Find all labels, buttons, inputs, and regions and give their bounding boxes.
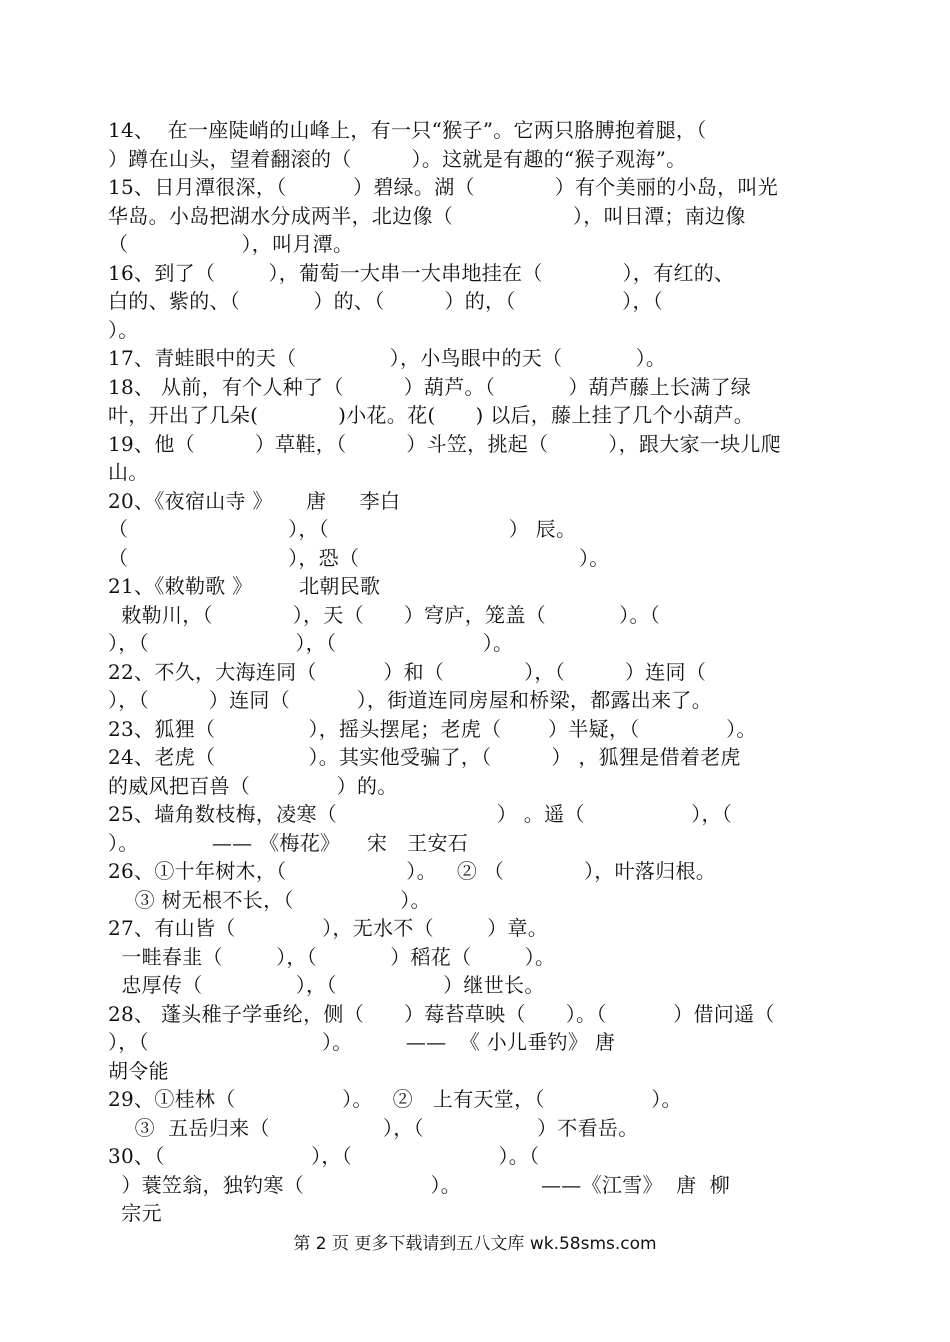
text-line: 18、 从前，有个人种了（ ）葫芦。（ ）葫芦藤上长满了绿: [108, 375, 752, 399]
text-line: 26、①十年树木，（ ）。 ② （ ），叶落归根。: [108, 859, 717, 883]
text-line: ）。 —— 《梅花》 宋 王安石: [108, 831, 469, 855]
page-footer: 第 2 页 更多下载请到五八文库 wk.58sms.com: [293, 1234, 657, 1254]
text-line: （ ），叫月潭。: [108, 232, 354, 256]
text-line: 叶，开出了几朵( )小花。花( ) 以后，藤上挂了几个小葫芦。: [108, 403, 755, 427]
text-line: （ ），恐（ ）。: [108, 546, 610, 570]
text-line: 21、《敕勒歌 》 北朝民歌: [108, 574, 381, 598]
text-line: 华岛。小岛把湖水分成两半，北边像（ ），叫日潭；南边像: [108, 204, 746, 228]
text-line: 29、①桂林（ ）。 ② 上有天堂，（ ）。: [108, 1087, 682, 1111]
text-line: 30、（ ），（ ）。（: [108, 1144, 540, 1168]
text-line: ）蹲在山头，望着翻滚的（ ）。这就是有趣的“猴子观海”。: [108, 147, 687, 171]
text-line: 敕勒川，（ ），天（ ）穹庐，笼盖（ ）。（: [108, 603, 661, 627]
text-line: 14、 在一座陡峭的山峰上，有一只“猴子”。它两只胳膊抱着腿，（: [108, 118, 707, 142]
text-line: ），（ ）连同（ ），街道连同房屋和桥梁，都露出来了。: [108, 688, 712, 712]
text-line: 白的、紫的、（ ）的、（ ）的，（ ），（: [108, 289, 664, 313]
text-line: 28、 蓬头稚子学垂纶，侧（ ）莓苔草映（ ）。（ ）借问遥（: [108, 1002, 775, 1026]
text-line: 15、日月潭很深，（ ）碧绿。湖（ ）有个美丽的小岛，叫光: [108, 175, 779, 199]
text-line: 19、他（ ）草鞋，（ ）斗笠，挑起（ ），跟大家一块儿爬: [108, 432, 781, 456]
text-line: 宗元: [108, 1201, 162, 1225]
text-line: ）。: [108, 318, 139, 342]
text-line: 17、青蛙眼中的天（ ），小鸟眼中的天（ ）。: [108, 346, 667, 370]
text-line: 22、不久，大海连同（ ）和（ ），（ ）连同（: [108, 660, 707, 684]
text-line: 16、到了（ ），葡萄一大串一大串地挂在（ ），有红的、: [108, 261, 735, 285]
text-line: （ ），（ ） 辰。: [108, 517, 577, 541]
text-line: 23、狐狸（ ），摇头摆尾；老虎（ ）半疑，（ ）。: [108, 717, 757, 741]
text-line: ③ 树无根不长，（ ）。: [108, 888, 431, 912]
text-line: 的威风把百兽（ ）的。: [108, 774, 398, 798]
text-line: ）蓑笠翁，独钓寒（ ）。 ——《江雪》 唐 柳: [108, 1173, 731, 1197]
text-line: 一畦春韭（ ），（ ）稻花（ ）。: [108, 945, 556, 969]
text-line: 24、老虎（ ）。其实他受骗了，（ ） ，狐狸是借着老虎: [108, 745, 741, 769]
text-line: ），（ ），（ ）。: [108, 631, 514, 655]
text-line: 25、墙角数枝梅，凌寒（ ） 。遥（ ），（: [108, 802, 733, 826]
text-line: ），（ ）。 —— 《 小儿垂钓》 唐: [108, 1030, 616, 1054]
text-line: 山。: [108, 460, 149, 484]
text-line: 忠厚传（ ），（ ）继世长。: [108, 973, 545, 997]
text-line: 20、《夜宿山寺 》 唐 李白: [108, 489, 401, 513]
text-line: 胡令能: [108, 1059, 169, 1083]
text-line: 27、有山皆（ ），无水不（ ）章。: [108, 916, 549, 940]
text-line: ③ 五岳归来（ ），（ ）不看岳。: [108, 1116, 639, 1140]
